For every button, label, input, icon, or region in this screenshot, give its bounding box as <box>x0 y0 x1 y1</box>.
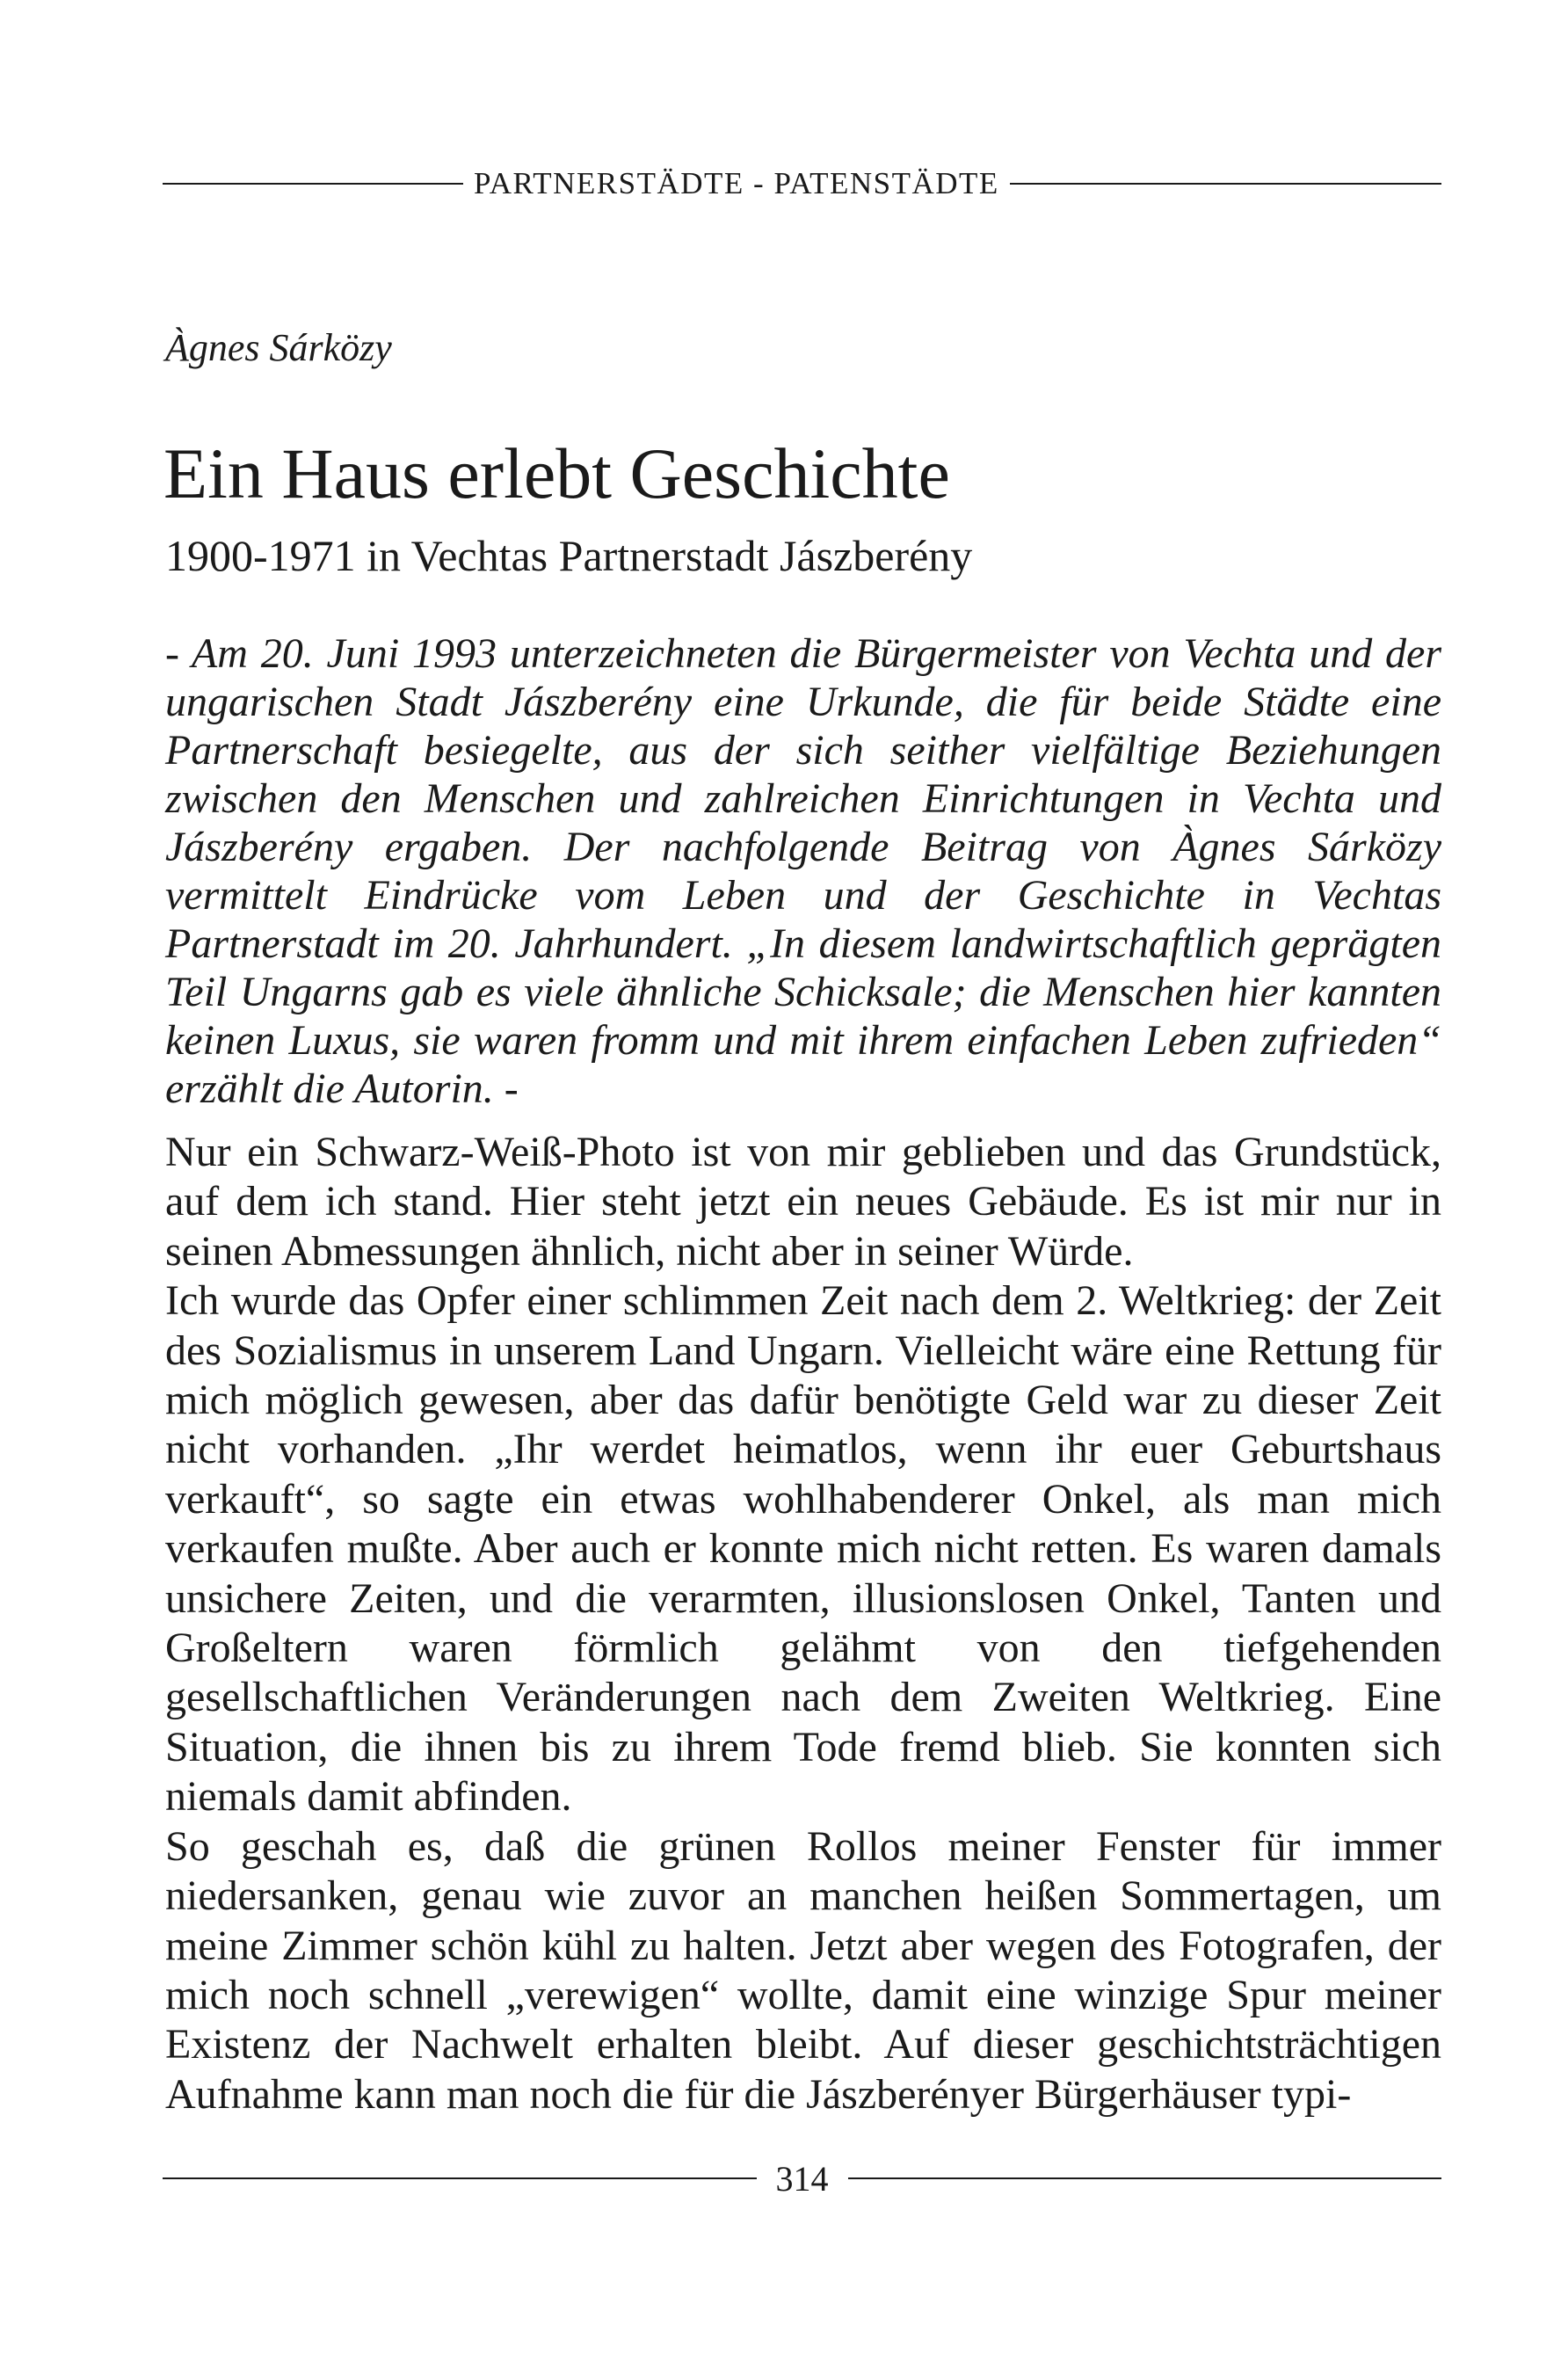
article-author: Àgnes Sárközy <box>165 326 392 369</box>
running-title: PARTNERSTÄDTE - PATENSTÄDTE <box>474 166 999 200</box>
body-paragraph: Nur ein Schwarz-Weiß-Photo ist von mir geblieben und das Grundstück, auf dem ich stand. Hier steht jetzt ein neues Gebäude. Es ist mir nur in seinen Abmessungen ähnlich, nicht aber in seiner Würde. <box>165 1129 1441 1275</box>
article-intro: - Am 20. Juni 1993 unterzeichneten die Bürgermeister von Vechta und der ungarischen Stadt Jászberény eine Urkunde, die für beide Städte eine Partnerschaft besiegelte, aus der sich seither vielfältige Beziehungen zwischen den Menschen und zahlreichen Einrichtungen in Vechta und Jászberény ergaben. Der nachfolgende Beitrag von Àgnes Sárközy vermittelt Eindrücke vom Leben und der Geschichte in Vechtas Partnerstadt im 20. Jahrhundert. „In diesem landwirtschaftlich geprägten Teil Ungarns gab es viele ähnliche Schicksale; die Menschen hier kannten keinen Luxus, sie waren fromm und mit ihrem einfachen Leben zufrieden“ erzählt die Autorin. - <box>165 630 1441 1112</box>
article-title: Ein Haus erlebt Geschichte <box>163 433 950 513</box>
article-subtitle: 1900-1971 in Vechtas Partnerstadt Jászberény <box>165 531 973 580</box>
header-rule-right <box>1010 183 1441 185</box>
page-footer <box>163 2156 1441 2200</box>
footer-rule-left <box>163 2177 757 2179</box>
header-rule-left <box>163 183 463 185</box>
running-header <box>163 164 1441 204</box>
page-number: 314 <box>775 2158 829 2199</box>
footer-rule-right <box>848 2177 1442 2179</box>
body-paragraph: So geschah es, daß die grünen Rollos meiner Fenster für immer niedersanken, genau wie zuvor an manchen heißen Sommertagen, um meine Zimmer schön kühl zu halten. Jetzt aber wegen des Fotografen, der mich noch schnell „verewigen“ wollte, damit eine winzige Spur meiner Existenz der Nachwelt erhalten bleibt. Auf dieser geschichtsträchtigen Aufnahme kann man noch die für die Jászberényer Bürgerhäuser typi- <box>165 1822 1441 2118</box>
article-body <box>165 1128 1441 2119</box>
body-paragraph: Ich wurde das Opfer einer schlimmen Zeit nach dem 2. Weltkrieg: der Zeit des Sozialismus in unserem Land Ungarn. Vielleicht wäre eine Rettung für mich möglich gewesen, aber das dafür benötigte Geld war zu dieser Zeit nicht vorhanden. „Ihr werdet heimatlos, wenn ihr euer Geburtshaus verkauft“, so sagte ein etwas wohlhabenderer Onkel, als man mich verkaufen mußte. Aber auch er konnte mich nicht retten. Es waren damals unsichere Zeiten, und die verarmten, illusionslosen Onkel, Tanten und Großeltern waren förmlich gelähmt von den tiefgehenden gesellschaftlichen Veränderungen nach dem Zweiten Weltkrieg. Eine Situation, die ihnen bis zu ihrem Tode fremd blieb. Sie konnten sich niemals damit abfinden. <box>165 1277 1441 1821</box>
